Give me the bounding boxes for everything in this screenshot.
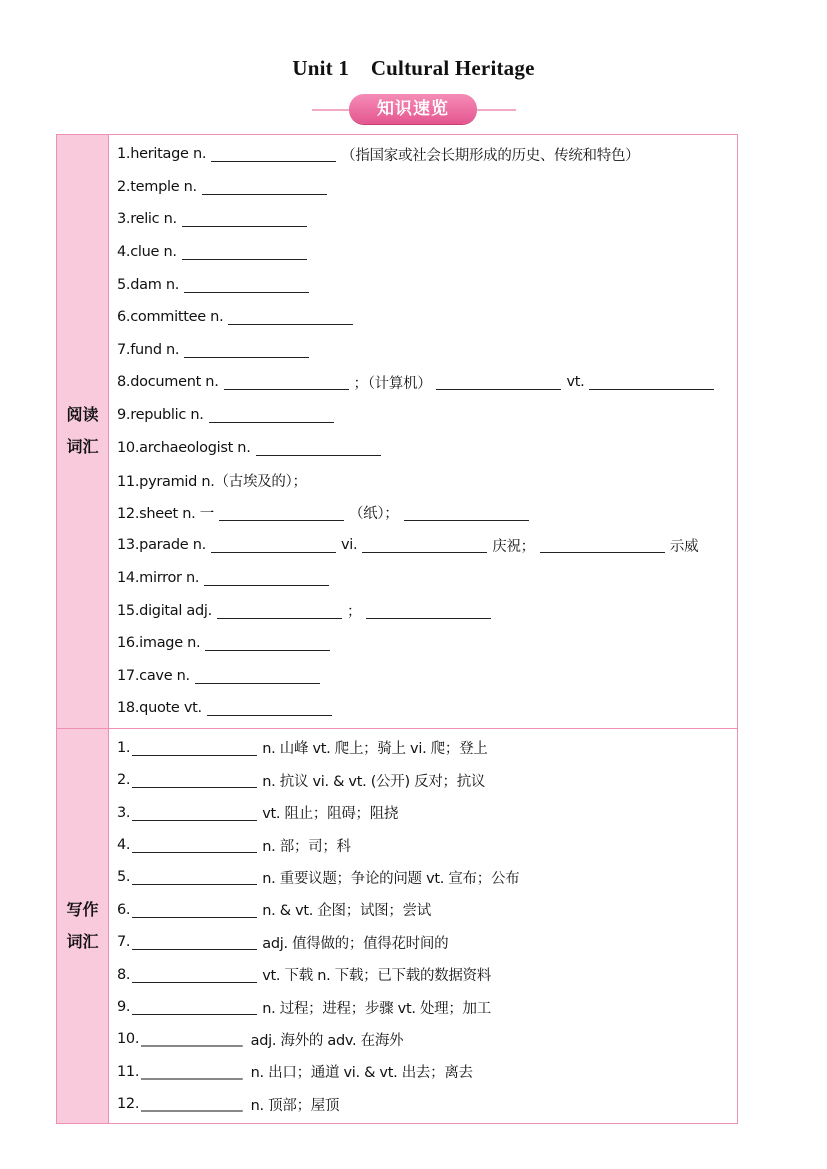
- reading-item: [109, 268, 737, 301]
- reading-item-head: 15.digital adj.: [117, 602, 212, 619]
- reading-section: [57, 135, 737, 728]
- answer-blank[interactable]: [132, 837, 257, 853]
- answer-blank[interactable]: [202, 179, 327, 195]
- answer-blank[interactable]: [207, 700, 332, 716]
- writing-item: [109, 894, 737, 926]
- reading-item-head: 14.mirror n.: [117, 570, 200, 587]
- writing-item: [109, 764, 737, 796]
- writing-item: [109, 796, 737, 828]
- answer-blank[interactable]: [404, 505, 529, 521]
- answer-blank[interactable]: ______________: [141, 1031, 243, 1048]
- reading-item-head: 8.document n.: [117, 374, 219, 391]
- writing-item-num: 8.: [117, 966, 131, 983]
- writing-item: [109, 1088, 737, 1120]
- answer-blank[interactable]: [366, 603, 491, 619]
- writing-item-num: 7.: [117, 934, 131, 951]
- writing-item-num: 11.: [117, 1063, 140, 1080]
- answer-blank[interactable]: [132, 902, 257, 918]
- answer-blank[interactable]: [132, 869, 257, 885]
- writing-item-def: vt. 下载 n. 下载；已下载的数据资料: [262, 968, 491, 985]
- reading-item: [109, 660, 737, 693]
- writing-item-def: n. & vt. 企图；试图；尝试: [262, 903, 431, 920]
- writing-item-def: vt. 阻止；阻碍；阻挠: [262, 806, 399, 823]
- writing-rows: [109, 729, 737, 1124]
- writing-item-num: 1.: [117, 739, 131, 756]
- banner-line-left: [312, 109, 352, 111]
- reading-item-sep: ；: [346, 604, 362, 621]
- writing-item-def: adj. 海外的 adv. 在海外: [250, 1032, 404, 1049]
- reading-item: [109, 562, 737, 595]
- writing-item-num: 5.: [117, 869, 131, 886]
- answer-blank[interactable]: [211, 146, 336, 162]
- writing-item-def: adj. 值得做的；值得花时间的: [262, 935, 449, 952]
- writing-item-def: n. 抗议 vi. & vt. (公开) 反对；抗议: [262, 773, 486, 790]
- reading-item: [109, 464, 737, 497]
- answer-blank[interactable]: [362, 537, 487, 553]
- writing-label: 写作词汇: [57, 729, 109, 1124]
- answer-blank[interactable]: [204, 570, 329, 586]
- reading-item: [109, 334, 737, 367]
- reading-item-head: 12.sheet n. 一: [117, 506, 214, 523]
- writing-item-def: n. 顶部；屋顶: [250, 1097, 340, 1114]
- reading-item-sep: ；（计算机）: [353, 375, 432, 392]
- writing-item: [109, 1023, 737, 1055]
- writing-item-num: 3.: [117, 804, 131, 821]
- answer-blank[interactable]: [132, 805, 257, 821]
- answer-blank[interactable]: [132, 999, 257, 1015]
- answer-blank[interactable]: [209, 407, 334, 423]
- writing-item-num: 9.: [117, 999, 131, 1015]
- answer-blank[interactable]: [211, 537, 336, 553]
- answer-blank[interactable]: [195, 668, 320, 684]
- reading-item-head: 5.dam n.: [117, 276, 180, 293]
- page-title: Unit 1 Cultural Heritage: [292, 56, 535, 80]
- answer-blank[interactable]: [182, 244, 307, 260]
- reading-item: [109, 497, 737, 530]
- writing-item: [109, 991, 737, 1023]
- answer-blank[interactable]: [184, 277, 309, 293]
- reading-item-head: 6.committee n.: [117, 309, 224, 326]
- writing-item-num: 10.: [117, 1031, 140, 1048]
- reading-item-head: 7.fund n.: [117, 341, 180, 358]
- writing-item: [109, 1056, 737, 1088]
- reading-item: [109, 366, 737, 399]
- reading-item: [109, 431, 737, 464]
- answer-blank[interactable]: [228, 309, 353, 325]
- reading-item-head: 3.relic n.: [117, 211, 177, 228]
- answer-blank[interactable]: ______________: [141, 1096, 243, 1113]
- reading-item: [109, 236, 737, 269]
- answer-blank[interactable]: [132, 934, 257, 950]
- reading-item-head: 2.temple n.: [117, 178, 197, 195]
- writing-item-def: n. 山峰 vt. 爬上；骑上 vi. 爬；登上: [262, 741, 488, 758]
- reading-label: 阅读词汇: [57, 135, 109, 728]
- writing-item-def: n. 过程；进程；步骤 vt. 处理；加工: [262, 1000, 491, 1017]
- answer-blank[interactable]: [217, 603, 342, 619]
- writing-item: [109, 958, 737, 990]
- answer-blank[interactable]: [219, 505, 344, 521]
- writing-item-num: 6.: [117, 901, 131, 918]
- writing-item-def: n. 重要议题；争论的问题 vt. 宣布；公布: [262, 870, 520, 887]
- writing-item-def: n. 部；司；科: [262, 838, 351, 855]
- reading-item-note: 示威: [669, 538, 699, 555]
- writing-item-num: 12.: [117, 1096, 140, 1113]
- reading-item: [109, 301, 737, 334]
- writing-item: [109, 829, 737, 861]
- banner-title: 知识速览: [349, 94, 477, 124]
- answer-blank[interactable]: [256, 440, 381, 456]
- reading-item-sep: vt.: [566, 374, 585, 391]
- reading-item-head: 4.clue n.: [117, 244, 177, 261]
- vocab-table: [56, 134, 738, 1124]
- reading-item-sep: （纸）；: [348, 506, 399, 523]
- writing-item-def: n. 出口；通道 vi. & vt. 出去；离去: [250, 1065, 473, 1082]
- reading-rows: [109, 135, 737, 728]
- reading-item-head: 16.image n.: [117, 635, 201, 652]
- reading-item: [109, 627, 737, 660]
- reading-item: [109, 203, 737, 236]
- reading-item: [109, 171, 737, 204]
- reading-item-sep: 庆祝；: [492, 538, 535, 555]
- reading-item-head: 9.republic n.: [117, 407, 204, 424]
- writing-item: [109, 732, 737, 764]
- answer-blank[interactable]: [224, 374, 349, 390]
- writing-item-num: 4.: [117, 837, 131, 854]
- reading-item-head: 11.pyramid n.（古埃及的）；: [117, 473, 307, 490]
- reading-item: [109, 692, 737, 725]
- writing-section: [57, 728, 737, 1124]
- writing-item: [109, 926, 737, 958]
- answer-blank[interactable]: [436, 374, 561, 390]
- section-banner: [0, 94, 827, 126]
- reading-item-note: （指国家或社会长期形成的历史、传统和特色）: [341, 147, 640, 164]
- banner-line-right: [474, 109, 516, 111]
- reading-item: [109, 138, 737, 171]
- writing-item-num: 2.: [117, 772, 131, 789]
- reading-item: [109, 594, 737, 627]
- reading-item: [109, 529, 737, 562]
- writing-item: [109, 861, 737, 893]
- answer-blank[interactable]: [184, 342, 309, 358]
- reading-item-sep: vi.: [340, 537, 358, 554]
- reading-item: [109, 399, 737, 432]
- reading-item-head: 13.parade n.: [117, 537, 206, 554]
- answer-blank[interactable]: [182, 211, 307, 227]
- answer-blank[interactable]: [205, 635, 330, 651]
- answer-blank[interactable]: [132, 740, 257, 756]
- reading-item-head: 17.cave n.: [117, 667, 190, 684]
- reading-item-head: 18.quote vt.: [117, 700, 202, 717]
- answer-blank[interactable]: ______________: [141, 1063, 243, 1080]
- answer-blank[interactable]: [132, 967, 257, 983]
- answer-blank[interactable]: [132, 772, 257, 788]
- answer-blank[interactable]: [589, 374, 714, 390]
- answer-blank[interactable]: [540, 537, 665, 553]
- reading-item-head: 10.archaeologist n.: [117, 439, 251, 456]
- reading-item-head: 1.heritage n.: [117, 146, 207, 163]
